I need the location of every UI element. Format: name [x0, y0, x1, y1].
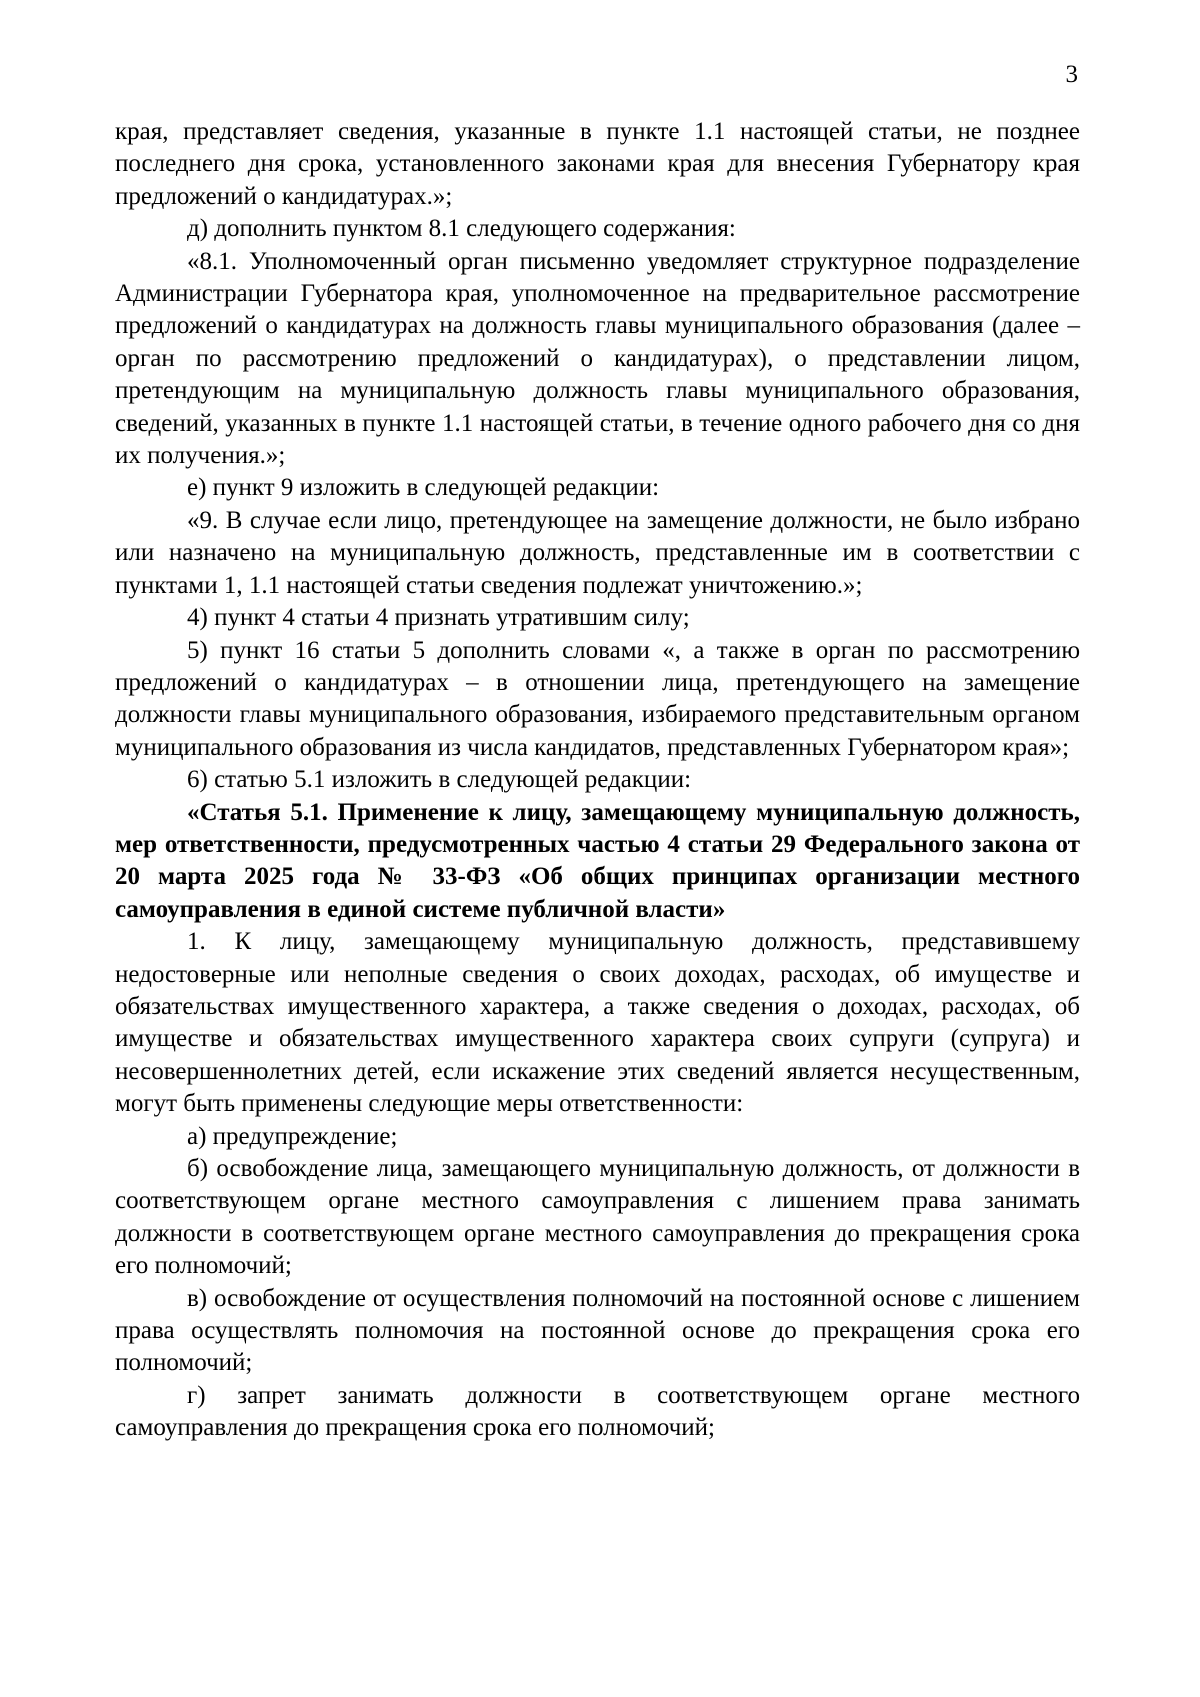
paragraph-point-9: «9. В случае если лицо, претендующее на замещение должности, не было избрано или назначено на муниципальную должность, представленные им в соответствии с пунктами 1, 1.1 настоящей статьи сведения подлежат уничтожению.»; — [115, 506, 1080, 599]
list-item-b: б) освобождение лица, замещающего муниципальную должность, от должности в соответствующем органе местного самоуправления с лишением права занимать должности в соответствующем органе местного самоуправления до прекращения срока его полномочий; — [115, 1155, 1080, 1280]
paragraph-continuation: края, представляет сведения, указанные в пункте 1.1 настоящей статьи, не позднее последнего дня срока, установленного законами края для внесения Губернатору края предложений о кандидатурах.»; — [115, 118, 1080, 210]
list-item-v: в) освобождение от осуществления полномочий на постоянной основе с лишением права осуществлять полномочия на постоянной основе до прекращения срока его полномочий; — [115, 1284, 1080, 1377]
list-item-g: г) запрет занимать должности в соответствующем органе местного самоуправления до прекращения срока его полномочий; — [115, 1381, 1080, 1442]
page-number: 3 — [1065, 61, 1078, 88]
paragraph-item-6: 6) статью 5.1 изложить в следующей редакции: — [187, 766, 692, 794]
paragraph-item-5: 5) пункт 16 статьи 5 дополнить словами «, а также в орган по рассмотрению предложений о кандидатурах – в отношении лица, претендующего на замещение должности главы муниципального образования, избираемого представительным органом муниципального образования из числа кандидатов, представленных Губернатором края»; — [115, 636, 1080, 761]
paragraph-subitem-e: е) пункт 9 изложить в следующей редакции: — [187, 474, 660, 502]
document-body — [115, 116, 1080, 1445]
paragraph-point-8-1: «8.1. Уполномоченный орган письменно уведомляет структурное подразделение Администрации Губернатора края, уполномоченное на предварительное рассмотрение предложений о кандидатурах на должность главы муниципального образования (далее – орган по рассмотрению предложений о кандидатурах), о представлении лицом, претендующим на муниципальную должность главы муниципального образования, сведений, указанных в пункте 1.1 настоящей статьи, в течение одного рабочего дня со дня их получения.»; — [115, 247, 1080, 470]
article-5-1-heading: «Статья 5.1. Применение к лицу, замещающему муниципальную должность, мер ответственности, предусмотренных частью 4 статьи 29 Федерального закона от 20 марта 2025 года № 33-ФЗ «Об общих принципах организации местного самоуправления в единой системе публичной власти» — [115, 798, 1080, 923]
list-item-a: а) предупреждение; — [187, 1122, 398, 1150]
paragraph-article-part-1: 1. К лицу, замещающему муниципальную должность, представившему недостоверные или неполные сведения о своих доходах, расходах, об имуществе и обязательствах имущественного характера, а также сведения о доходах, расходах, об имуществе и обязательствах имущественного характера своих супруги (супруга) и несовершеннолетних детей, если искажение этих сведений является несущественным, могут быть применены следующие меры ответственности: — [115, 928, 1080, 1118]
paragraph-item-4: 4) пункт 4 статьи 4 признать утратившим силу; — [187, 604, 690, 632]
paragraph-subitem-d: д) дополнить пунктом 8.1 следующего содержания: — [187, 215, 736, 243]
